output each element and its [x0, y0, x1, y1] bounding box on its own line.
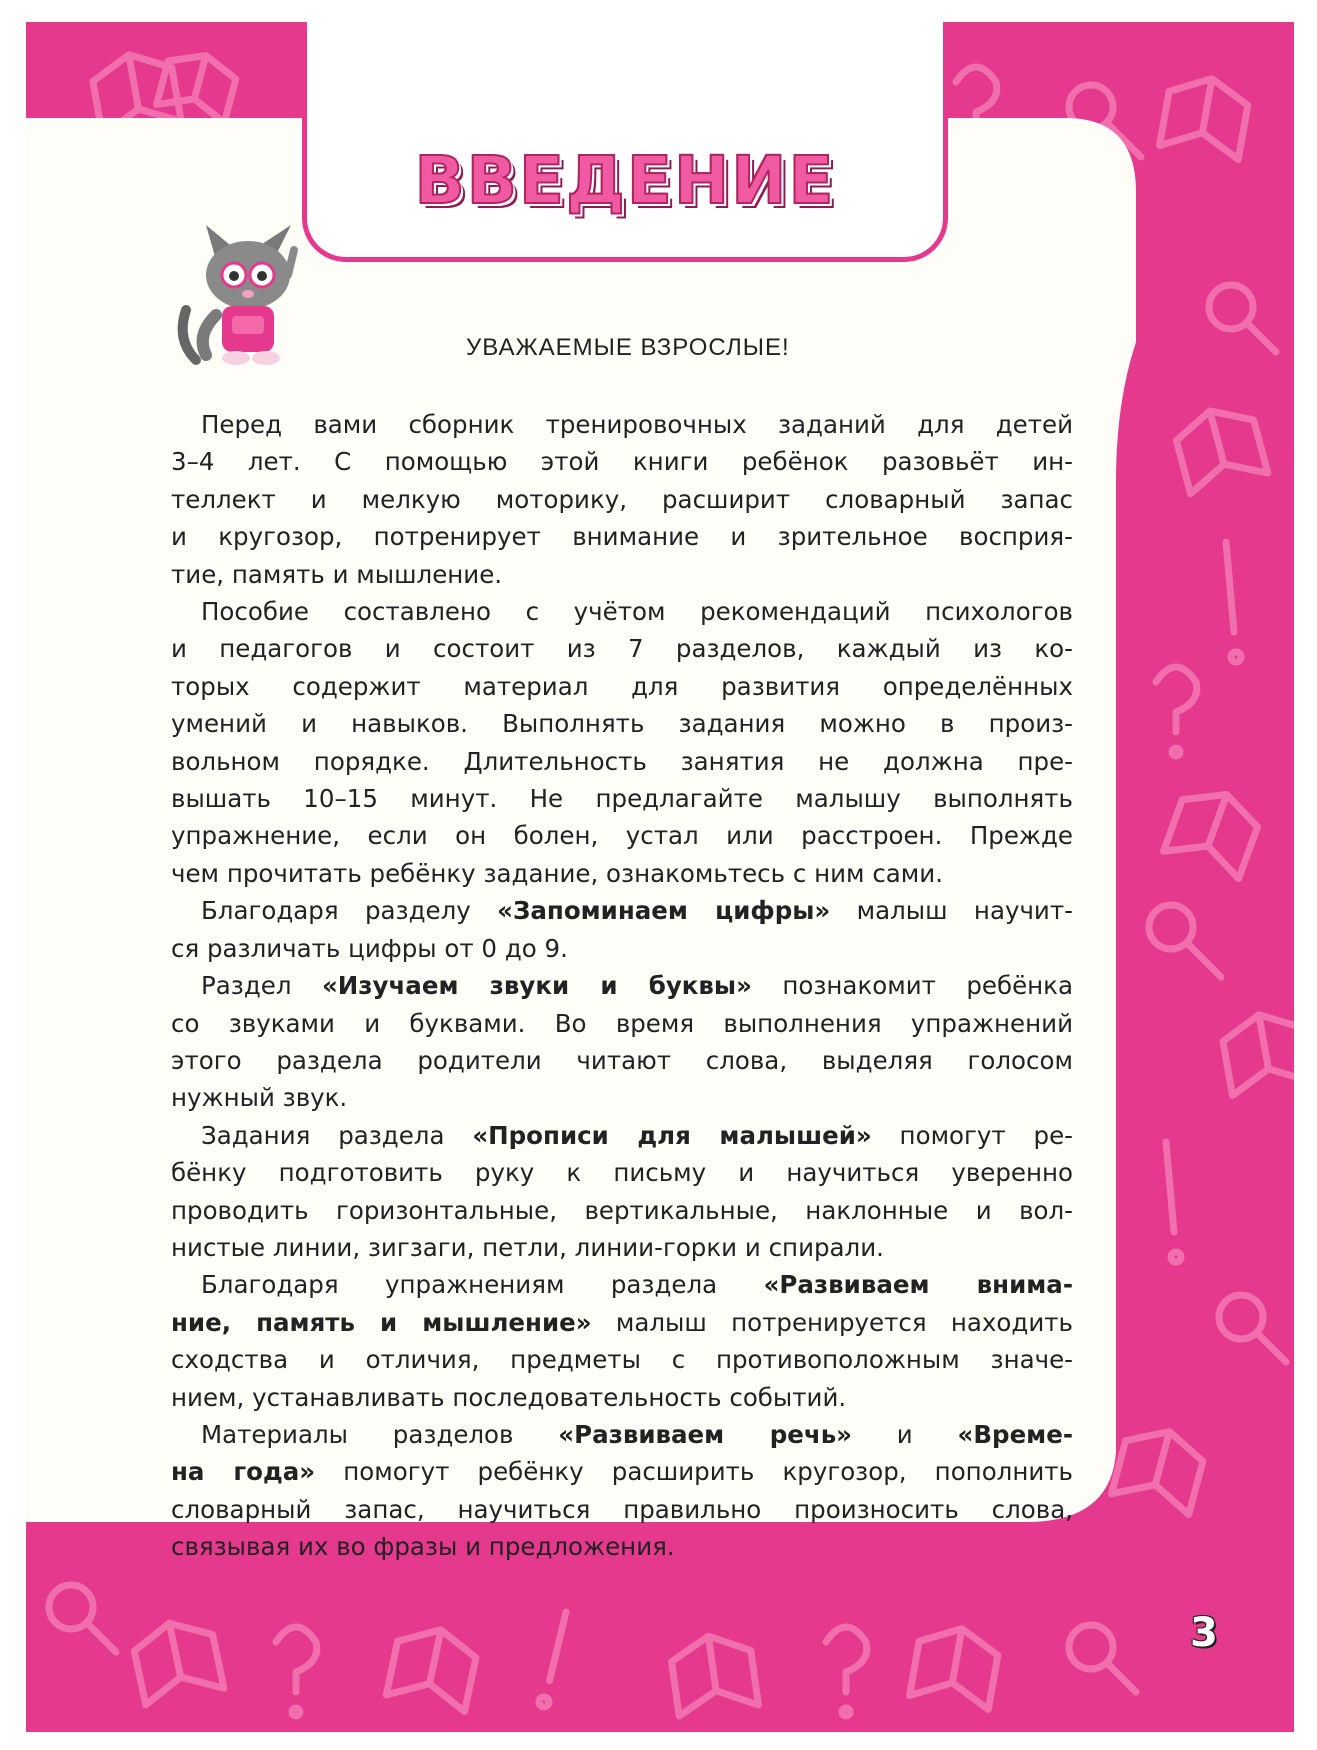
section-name: «Запоминаем цифры» [497, 896, 831, 926]
text-line: 3–4 лет. С помощью этой книги ребёнок разовьёт ин- [171, 447, 1073, 477]
text-line: нистые линии, зигзаги, петли, линии-горки и спирали. [171, 1232, 884, 1262]
text-line: тие, память и мышление. [171, 559, 503, 589]
text-line: этого раздела родители читают слова, выделяя голосом [171, 1045, 1073, 1075]
section-name: «Изучаем звуки и буквы» [321, 971, 752, 1001]
text-line: бёнку подготовить руку к письму и научиться уверенно [171, 1158, 1073, 1188]
text-line [171, 1304, 1073, 1341]
page-background [26, 22, 1294, 1732]
text-fragment: познакомит ребёнка [751, 971, 1073, 1001]
text-line: умений и навыков. Выполнять задания можно в произ- [171, 709, 1073, 739]
section-name: «Време- [957, 1419, 1073, 1449]
text-line: ся различать цифры от 0 до 9. [171, 933, 568, 963]
text-line: сходства и отличия, предметы с противоположным значе- [171, 1345, 1073, 1375]
text-line [171, 1453, 1073, 1490]
text-line: упражнение, если он болен, устал или расстроен. Прежде [171, 821, 1073, 851]
text-fragment: и [852, 1419, 958, 1449]
text-fragment: помогут ре- [871, 1120, 1073, 1150]
text-line: торых содержит материал для развития определённых [171, 671, 1073, 701]
intro-text [171, 406, 1073, 1566]
text-fragment: Благодаря упражнениям раздела [201, 1270, 764, 1300]
text-line: вольном порядке. Длительность занятия не должна пре- [171, 746, 1073, 776]
text-line: и кругозор, потренирует внимание и зрительное восприя- [171, 522, 1073, 552]
text-fragment: малыш научит- [830, 896, 1073, 926]
greeting-heading: УВАЖАЕМЫЕ ВЗРОСЛЫЕ! [466, 334, 790, 361]
text-line: теллект и мелкую моторику, расширит словарный запас [171, 484, 1073, 514]
section-name: на года» [171, 1457, 316, 1487]
text-line: словарный запас, научиться правильно произносить слова, [171, 1494, 1073, 1524]
text-line: нием, устанавливать последовательность событий. [171, 1382, 847, 1412]
text-line: чем прочитать ребёнку задание, ознакомьтесь с ним сами. [171, 858, 944, 888]
text-line: Пособие составлено с учётом рекомендаций психологов [201, 597, 1073, 627]
text-fragment: Благодаря разделу [201, 896, 498, 926]
text-line: и педагогов и состоит из 7 разделов, каждый из ко- [171, 634, 1073, 664]
text-line: проводить горизонтальные, вертикальные, наклонные и вол- [171, 1195, 1073, 1225]
page-number: 3 [1190, 1610, 1218, 1656]
text-fragment: помогут ребёнку расширить кругозор, пополнить [315, 1457, 1073, 1487]
text-line: нужный звук. [171, 1083, 348, 1113]
text-line [171, 1117, 1073, 1154]
text-fragment: Раздел [201, 971, 322, 1001]
section-name: «Прописи для малышей» [472, 1120, 872, 1150]
text-line [171, 967, 1073, 1004]
section-name: ние, память и мышление» [171, 1307, 592, 1337]
text-line [171, 1416, 1073, 1453]
text-fragment: малыш потренируется находить [591, 1307, 1073, 1337]
section-name: «Развиваем речь» [558, 1419, 853, 1449]
text-fragment: Материалы разделов [201, 1419, 559, 1449]
text-line [171, 1266, 1073, 1303]
text-line: Перед вами сборник тренировочных заданий для детей [201, 410, 1073, 439]
text-line [171, 892, 1073, 929]
section-name: «Развиваем внима- [763, 1270, 1073, 1300]
text-line: со звуками и буквами. Во время выполнения упражнений [171, 1008, 1073, 1038]
text-fragment: Задания раздела [201, 1120, 473, 1150]
text-line: вышать 10–15 минут. Не предлагайте малышу выполнять [171, 784, 1073, 814]
page-title: ВВЕДЕНИЕ [414, 142, 836, 219]
text-line: связывая их во фразы и предложения. [171, 1532, 675, 1562]
kitten-mascot-icon [176, 220, 326, 370]
